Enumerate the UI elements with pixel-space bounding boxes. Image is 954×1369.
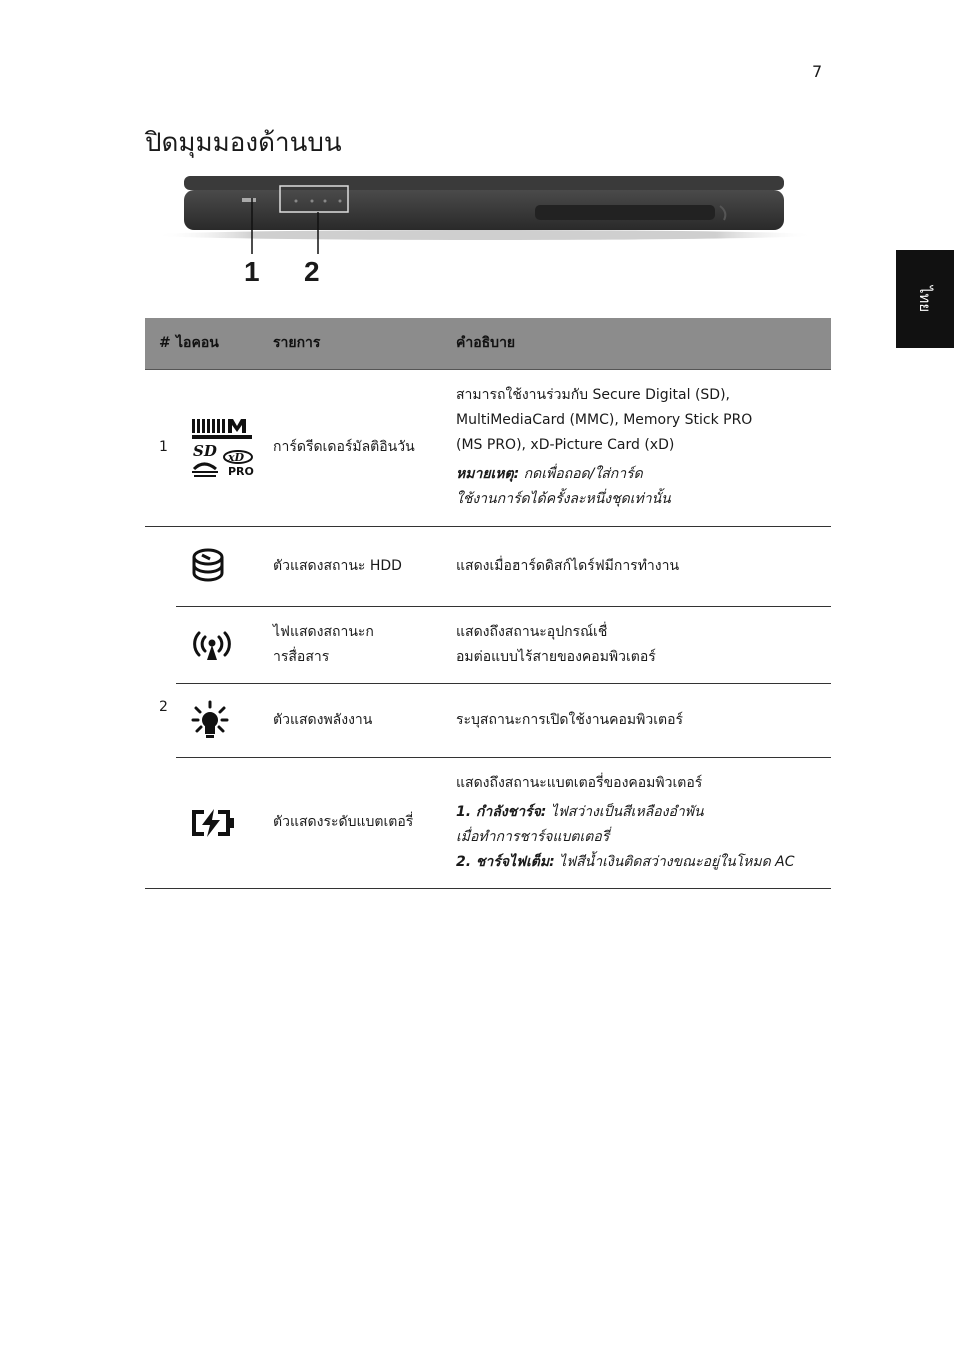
item-line: ไฟแสดงสถานะก	[273, 623, 374, 640]
row-description	[456, 369, 831, 526]
table-row	[145, 683, 831, 757]
state-text-line: เมื่อทำการชาร์จแบตเตอรี่	[456, 828, 610, 845]
state-label: 1. กำลังชาร์จ:	[456, 803, 547, 820]
desc-line: สามารถใช้งานร่วมกับ Secure Digital (SD),	[456, 387, 730, 403]
page-number: 7	[812, 62, 823, 81]
header-item: รายการ	[273, 318, 456, 369]
header-num: #	[145, 318, 176, 369]
row-item: ตัวแสดงระดับแบตเตอรี่	[273, 757, 456, 888]
language-tab	[896, 250, 954, 348]
indicator-table	[145, 318, 831, 889]
language-tab-label: ไทย	[916, 285, 934, 313]
table-header-row	[145, 318, 831, 369]
row-item: ตัวแสดงพลังงาน	[273, 683, 456, 757]
svg-text:PRO: PRO	[228, 464, 254, 478]
state-full	[456, 850, 831, 875]
page-title: ปิดมุมมองด้านบน	[145, 128, 342, 158]
row-description	[456, 757, 831, 888]
hdd-icon	[176, 526, 273, 606]
table-row	[145, 369, 831, 526]
row-description	[456, 683, 831, 757]
power-icon	[176, 683, 273, 757]
note-text: กดเพื่อถอด/ใส่การ์ด	[519, 466, 643, 482]
callout-2: 2	[304, 256, 320, 287]
desc-line: แสดงเมื่อฮาร์ดดิสก์ไดร์ฟมีการทำงาน	[456, 557, 680, 574]
wireless-icon	[176, 606, 273, 683]
svg-text:xD: xD	[228, 450, 245, 464]
table-row	[145, 526, 831, 606]
table-row	[145, 606, 831, 683]
desc-line: MultiMediaCard (MMC), Memory Stick PRO	[456, 412, 753, 428]
note	[456, 462, 831, 487]
svg-text:SD: SD	[193, 441, 217, 460]
header-icon: ไอคอน	[176, 318, 273, 369]
state-charging	[456, 800, 831, 825]
desc-line: แสดงถึงสถานะอุปกรณ์เชื่	[456, 623, 608, 640]
media-card-logos-icon	[176, 369, 273, 526]
desc-line: อมต่อแบบไร้สายของคอมพิวเตอร์	[456, 648, 656, 665]
row-item: การ์ดรีดเดอร์มัลติอินวัน	[273, 369, 456, 526]
header-description: คำอธิบาย	[456, 318, 831, 369]
item-line: ารสื่อสาร	[273, 648, 330, 665]
row-item	[273, 606, 456, 683]
note-line: ใช้งานการ์ดได้ครั้งละหนึ่งชุดเท่านั้น	[456, 491, 671, 507]
row-item: ตัวแสดงสถานะ HDD	[273, 526, 456, 606]
battery-charging-icon	[176, 757, 273, 888]
desc-line: แสดงถึงสถานะแบตเตอรี่ของคอมพิวเตอร์	[456, 774, 703, 791]
callout-1: 1	[244, 256, 260, 287]
table-row	[145, 757, 831, 888]
desc-line: (MS PRO), xD-Picture Card (xD)	[456, 437, 675, 453]
row-description	[456, 606, 831, 683]
row-num: 2	[145, 526, 176, 888]
desc-line: ระบุสถานะการเปิดใช้งานคอมพิวเตอร์	[456, 711, 684, 728]
state-text: ไฟสีน้ำเงินติดสว่างขณะอยู่ในโหมด AC	[554, 853, 795, 870]
note-label: หมายเหตุ:	[456, 466, 520, 482]
row-num: 1	[145, 369, 176, 526]
row-description	[456, 526, 831, 606]
state-label: 2. ชาร์จไฟเต็ม:	[456, 853, 555, 870]
state-text: ไฟสว่างเป็นสีเหลืองอำพัน	[546, 803, 704, 820]
